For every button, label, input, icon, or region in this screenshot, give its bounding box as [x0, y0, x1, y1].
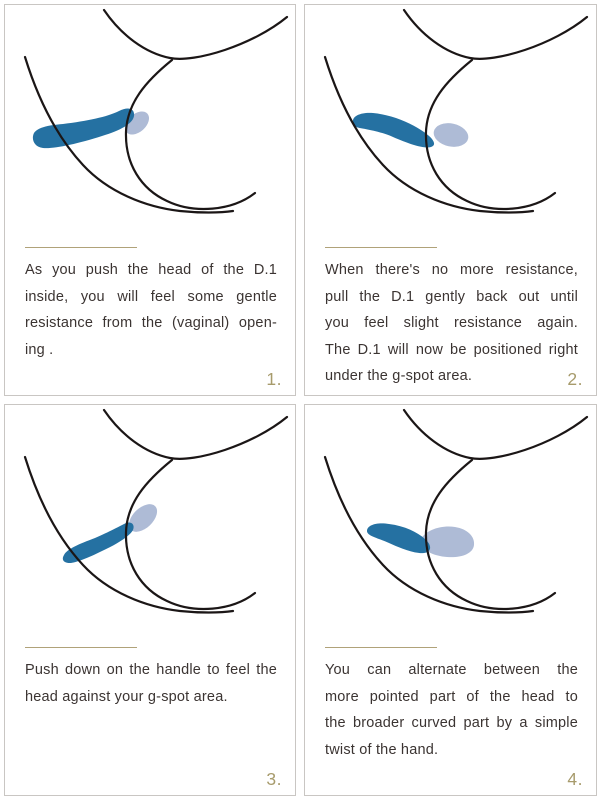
caption-line: pull the D.1 gently back out until [325, 288, 578, 305]
caption-line: the broader curved part by a simple [325, 715, 578, 731]
caption-line: When there's no more resistance, [325, 262, 578, 278]
step3-illustration [5, 405, 295, 635]
step3-caption [25, 657, 277, 710]
caption-line: You can alternate between the [325, 662, 578, 678]
body-outline [325, 10, 587, 213]
step1-illustration [5, 5, 295, 235]
caption-line: The D.1 will now be positioned right [325, 341, 578, 358]
body-outline [325, 410, 587, 613]
caption-line: inside, you will feel some gentle [25, 288, 277, 305]
caption-divider [325, 647, 437, 648]
caption-line: you feel slight resistance again. [325, 315, 578, 331]
step-number: 2. [567, 369, 583, 389]
instruction-card-grid [4, 4, 597, 796]
step2-caption [325, 257, 578, 390]
device-handle [63, 522, 134, 563]
caption-line: more pointed part of the head to [325, 688, 578, 705]
device-handle [367, 523, 430, 553]
step1-caption [25, 257, 277, 363]
caption-line: twist of the hand. [325, 741, 439, 758]
step4-caption [325, 657, 578, 763]
step-number: 4. [567, 769, 583, 789]
caption-line: under the g-spot area. [325, 368, 473, 384]
step-panel-1 [4, 4, 296, 396]
caption-line: resistance from the (vaginal) open- [25, 315, 277, 331]
caption-line: As you push the head of the D.1 [25, 262, 277, 278]
step-number: 3. [266, 769, 282, 789]
step-panel-4 [304, 404, 597, 796]
step-number: 1. [266, 369, 282, 389]
body-outline [25, 10, 287, 213]
step-panel-3 [4, 404, 296, 796]
caption-line: ing . [25, 341, 54, 358]
step2-illustration [305, 5, 596, 235]
step-panel-2 [304, 4, 597, 396]
caption-divider [25, 647, 137, 648]
caption-divider [325, 247, 437, 248]
step4-illustration [305, 405, 596, 635]
caption-line: Push down on the handle to feel the [25, 662, 277, 678]
caption-divider [25, 247, 137, 248]
device-head [431, 120, 470, 150]
caption-line: head against your g-spot area. [25, 688, 228, 705]
